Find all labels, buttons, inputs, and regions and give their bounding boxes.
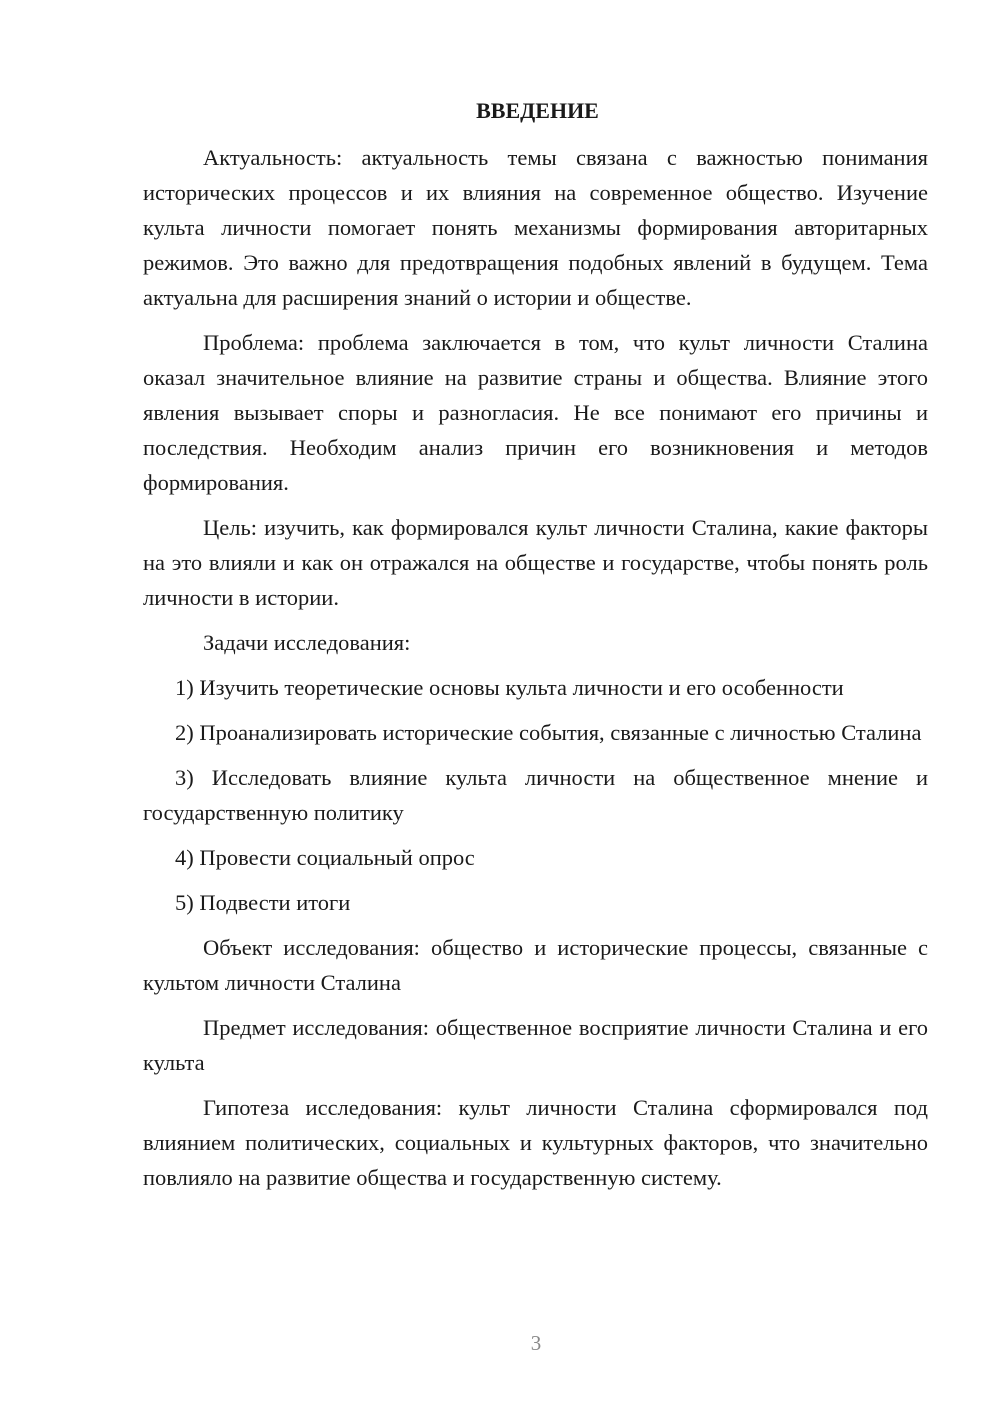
- paragraph-problem: Проблема: проблема заключается в том, что культ личности Сталина оказал значительное влияние на развитие страны и общества. Влияние этого явления вызывает споры и разногласия. Не все понимают его причины и последствия. Необходим анализ причин его возникновения и методов формирования.: [143, 330, 928, 495]
- paragraph-subject: Предмет исследования: общественное восприятие личности Сталина и его культа: [143, 1015, 928, 1075]
- task-item-5: 5) Подвести итоги: [175, 890, 351, 915]
- page-number: 3: [530, 1331, 542, 1355]
- section-title: ВВЕДЕНИЕ: [476, 98, 599, 123]
- paragraph-goal: Цель: изучить, как формировался культ личности Сталина, какие факторы на это влияли и как он отражался на обществе и государстве, чтобы понять роль личности в истории.: [143, 515, 928, 610]
- paragraph-tasks-heading: Задачи исследования:: [203, 630, 411, 655]
- task-item-3: 3) Исследовать влияние культа личности на общественное мнение и государственную политику: [143, 765, 928, 825]
- task-item-4: 4) Провести социальный опрос: [175, 845, 475, 870]
- paragraph-object: Объект исследования: общество и исторические процессы, связанные с культом личности Сталина: [143, 935, 928, 995]
- task-item-2: 2) Проанализировать исторические события, связанные с личностью Сталина: [175, 720, 922, 745]
- task-item-1: 1) Изучить теоретические основы культа личности и его особенности: [175, 675, 844, 700]
- paragraph-relevance: Актуальность: актуальность темы связана с важностью понимания исторических процессов и их влияния на современное общество. Изучение культа личности помогает понять механизмы формирования авторитарных режимов. Это важно для предотвращения подобных явлений в будущем. Тема актуальна для расширения знаний о истории и обществе.: [143, 145, 928, 310]
- document-page: [143, 96, 928, 1205]
- paragraph-hypothesis: Гипотеза исследования: культ личности Сталина сформировался под влиянием политических, социальных и культурных факторов, что значительно повлияло на развитие общества и государственную систему.: [143, 1095, 928, 1190]
